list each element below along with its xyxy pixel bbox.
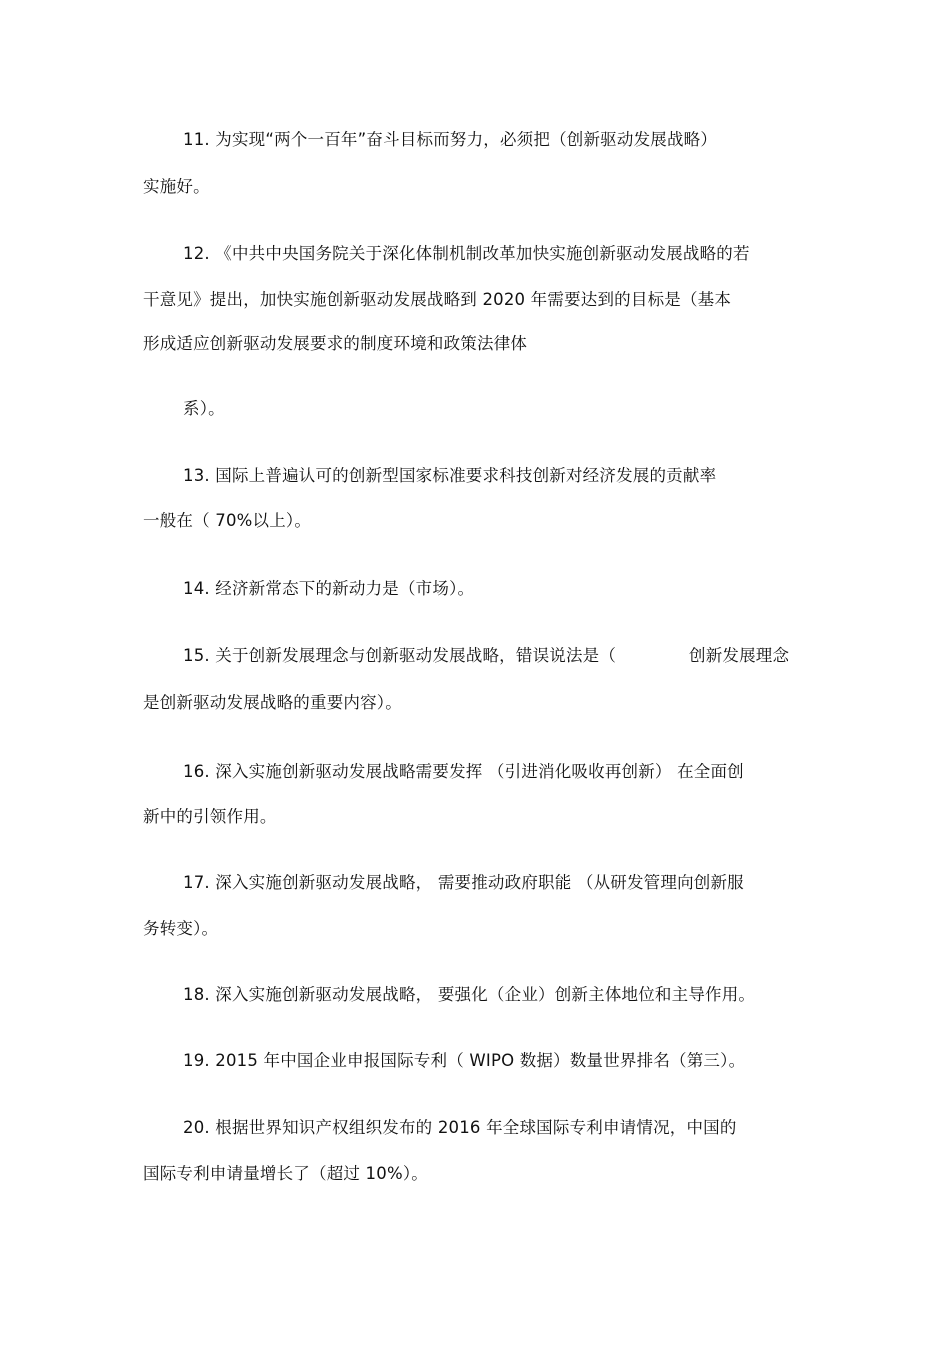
q20-line-1: 20. 根据世界知识产权组织发布的 2016 年全球国际专利申请情况，中国的 <box>183 1118 737 1137</box>
q16-line-1: 16. 深入实施创新驱动发展战略需要发挥 （引进消化吸收再创新） 在全面创 <box>183 762 744 781</box>
q12-line-1: 12. 《中共中央国务院关于深化体制机制改革加快实施创新驱动发展战略的若 <box>183 244 750 263</box>
q20-line-2: 国际专利申请量增长了（超过 10%）。 <box>143 1164 428 1183</box>
q12-line-3: 形成适应创新驱动发展要求的制度环境和政策法律体 <box>143 334 528 353</box>
q11-line-2: 实施好。 <box>143 177 210 196</box>
q13-line-2: 一般在（ 70%以上）。 <box>143 511 312 530</box>
q17-line-1: 17. 深入实施创新驱动发展战略， 需要推动政府职能 （从研发管理向创新服 <box>183 873 744 892</box>
q14-line-1: 14. 经济新常态下的新动力是（市场）。 <box>183 579 475 598</box>
q15-line-2: 是创新驱动发展战略的重要内容）。 <box>143 693 402 712</box>
q16-line-2: 新中的引领作用。 <box>143 807 277 826</box>
q17-line-2: 务转变）。 <box>143 919 219 938</box>
q13-line-1: 13. 国际上普遍认可的创新型国家标准要求科技创新对经济发展的贡献率 <box>183 466 717 485</box>
q12-line-4: 系）。 <box>183 399 225 418</box>
q19-line-1: 19. 2015 年中国企业申报国际专利（ WIPO 数据）数量世界排名（第三）。 <box>183 1051 746 1070</box>
q15-line-1b: 创新发展理念 <box>689 646 790 665</box>
q12-line-2: 干意见》提出，加快实施创新驱动发展战略到 2020 年需要达到的目标是（基本 <box>143 290 732 309</box>
q11-line-1: 11. 为实现“两个一百年”奋斗目标而努力，必须把（创新驱动发展战略） <box>183 130 718 149</box>
q15-line-1a: 15. 关于创新发展理念与创新驱动发展战略，错误说法是（ <box>183 646 617 665</box>
q18-line-1: 18. 深入实施创新驱动发展战略， 要强化（企业）创新主体地位和主导作用。 <box>183 985 756 1004</box>
